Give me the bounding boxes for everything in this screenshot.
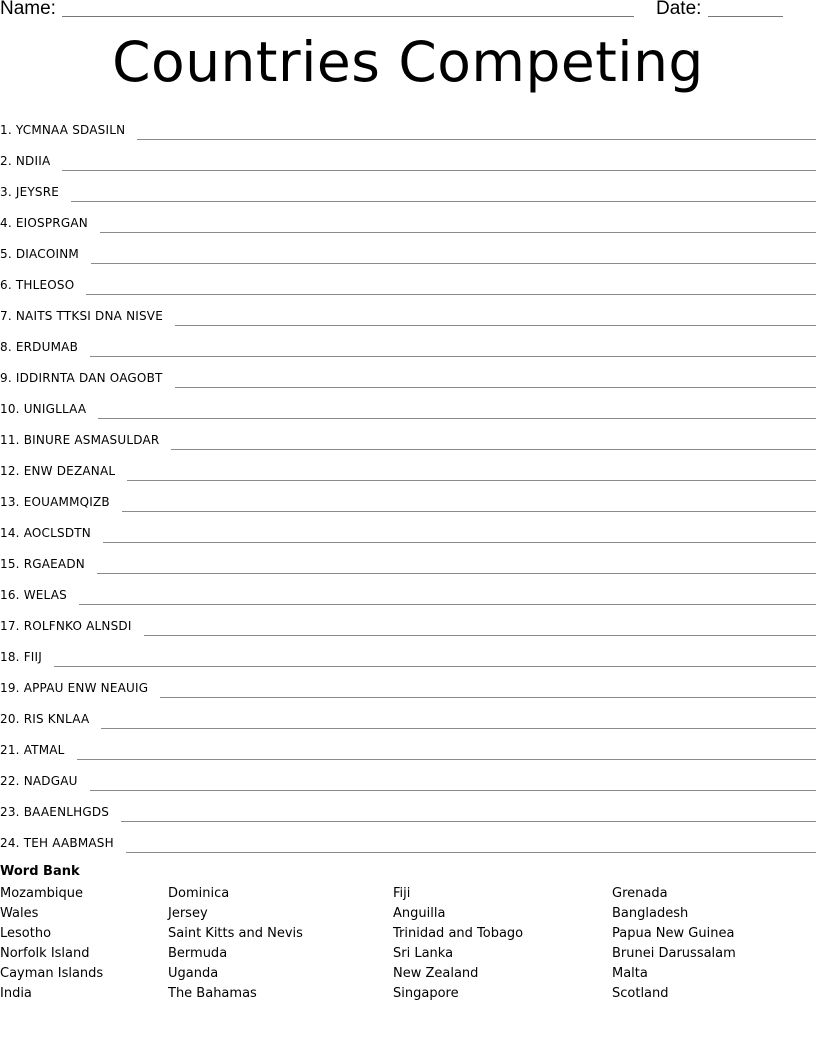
question-row: [0, 360, 816, 391]
question-row: [0, 794, 816, 825]
question-text: 18. FIIJ: [0, 650, 43, 664]
answer-line: [100, 231, 816, 233]
question-list: [0, 112, 816, 856]
question-text: 3. JEYSRE: [0, 185, 60, 199]
word-bank-item: Brunei Darussalam: [612, 946, 736, 961]
question-row: [0, 453, 816, 484]
question-text: 10. UNIGLLAA: [0, 402, 87, 416]
question-row: [0, 143, 816, 174]
question-row: [0, 732, 816, 763]
word-bank-item: Wales: [0, 906, 39, 921]
word-bank-item: Papua New Guinea: [612, 926, 735, 941]
question-text: 1. YCMNAA SDASILN: [0, 123, 126, 137]
question-text: 2. NDIIA: [0, 154, 51, 168]
question-row: [0, 174, 816, 205]
answer-line: [86, 293, 816, 295]
word-bank-item: Saint Kitts and Nevis: [168, 926, 303, 941]
question-text: 7. NAITS TTKSI DNA NISVE: [0, 309, 164, 323]
word-bank-item: New Zealand: [393, 966, 479, 981]
question-text: 12. ENW DEZANAL: [0, 464, 116, 478]
name-blank-line: [62, 16, 634, 17]
question-text: 23. BAAENLHGDS: [0, 805, 110, 819]
question-text: 5. DIACOINM: [0, 247, 79, 261]
answer-line: [62, 169, 816, 171]
word-bank-item: Mozambique: [0, 886, 83, 901]
word-bank-item: Jersey: [168, 906, 208, 921]
answer-line: [175, 324, 816, 326]
word-bank-column: [393, 884, 523, 1004]
word-bank-item: Malta: [612, 966, 648, 981]
word-bank-item: The Bahamas: [168, 986, 257, 1001]
question-row: [0, 608, 816, 639]
answer-line: [127, 479, 816, 481]
word-bank-column: [612, 884, 736, 1004]
word-bank-item: Grenada: [612, 886, 668, 901]
question-row: [0, 515, 816, 546]
question-row: [0, 763, 816, 794]
question-row: [0, 825, 816, 856]
answer-line: [122, 510, 816, 512]
question-row: [0, 422, 816, 453]
word-bank-item: Trinidad and Tobago: [393, 926, 524, 941]
question-text: 8. ERDUMAB: [0, 340, 79, 354]
word-bank-column: [168, 884, 303, 1004]
name-label: Name:: [0, 0, 56, 19]
answer-line: [171, 448, 816, 450]
question-text: 19. APPAU ENW NEAUIG: [0, 681, 149, 695]
word-bank: [0, 864, 816, 1014]
question-text: 24. TEH AABMASH: [0, 836, 114, 850]
answer-line: [90, 789, 816, 791]
question-text: 4. EIOSPRGAN: [0, 216, 88, 230]
worksheet-header: [0, 0, 816, 24]
word-bank-item: Scotland: [612, 986, 669, 1001]
question-row: [0, 267, 816, 298]
question-row: [0, 701, 816, 732]
question-row: [0, 484, 816, 515]
question-row: [0, 298, 816, 329]
word-bank-item: Fiji: [393, 886, 411, 901]
question-text: 15. RGAEADN: [0, 557, 85, 571]
answer-line: [101, 727, 816, 729]
question-text: 16. WELAS: [0, 588, 67, 602]
word-bank-grid: [0, 884, 816, 1014]
question-row: [0, 329, 816, 360]
answer-line: [137, 138, 816, 140]
question-text: 21. ATMAL: [0, 743, 65, 757]
word-bank-title: Word Bank: [0, 864, 80, 879]
answer-line: [77, 758, 816, 760]
question-row: [0, 205, 816, 236]
word-bank-item: Sri Lanka: [393, 946, 454, 961]
word-bank-column: [0, 884, 103, 1004]
answer-line: [175, 386, 816, 388]
answer-line: [160, 696, 816, 698]
question-row: [0, 391, 816, 422]
date-blank-line: [708, 16, 783, 17]
answer-line: [126, 851, 816, 853]
question-row: [0, 236, 816, 267]
word-bank-item: Norfolk Island: [0, 946, 90, 961]
word-bank-item: Cayman Islands: [0, 966, 104, 981]
word-bank-item: Anguilla: [393, 906, 446, 921]
word-bank-item: Lesotho: [0, 926, 52, 941]
page-title: Countries Competing: [112, 30, 704, 94]
answer-line: [121, 820, 816, 822]
question-text: 14. AOCLSDTN: [0, 526, 91, 540]
word-bank-item: Bermuda: [168, 946, 228, 961]
question-text: 20. RIS KNLAA: [0, 712, 90, 726]
answer-line: [97, 572, 816, 574]
date-label: Date:: [656, 0, 702, 19]
question-row: [0, 670, 816, 701]
question-text: 22. NADGAU: [0, 774, 78, 788]
answer-line: [103, 541, 816, 543]
question-row: [0, 112, 816, 143]
answer-line: [71, 200, 816, 202]
word-bank-item: Singapore: [393, 986, 459, 1001]
word-bank-item: Uganda: [168, 966, 219, 981]
answer-line: [91, 262, 816, 264]
answer-line: [54, 665, 816, 667]
word-bank-item: India: [0, 986, 32, 1001]
question-text: 6. THLEOSO: [0, 278, 75, 292]
question-text: 17. ROLFNKO ALNSDI: [0, 619, 132, 633]
question-text: 9. IDDIRNTA DAN OAGOBT: [0, 371, 163, 385]
word-bank-item: Bangladesh: [612, 906, 689, 921]
question-row: [0, 639, 816, 670]
answer-line: [98, 417, 816, 419]
answer-line: [79, 603, 816, 605]
answer-line: [90, 355, 816, 357]
question-text: 11. BINURE ASMASULDAR: [0, 433, 160, 447]
question-text: 13. EOUAMMQIZB: [0, 495, 110, 509]
word-bank-item: Dominica: [168, 886, 230, 901]
answer-line: [144, 634, 816, 636]
question-row: [0, 546, 816, 577]
question-row: [0, 577, 816, 608]
